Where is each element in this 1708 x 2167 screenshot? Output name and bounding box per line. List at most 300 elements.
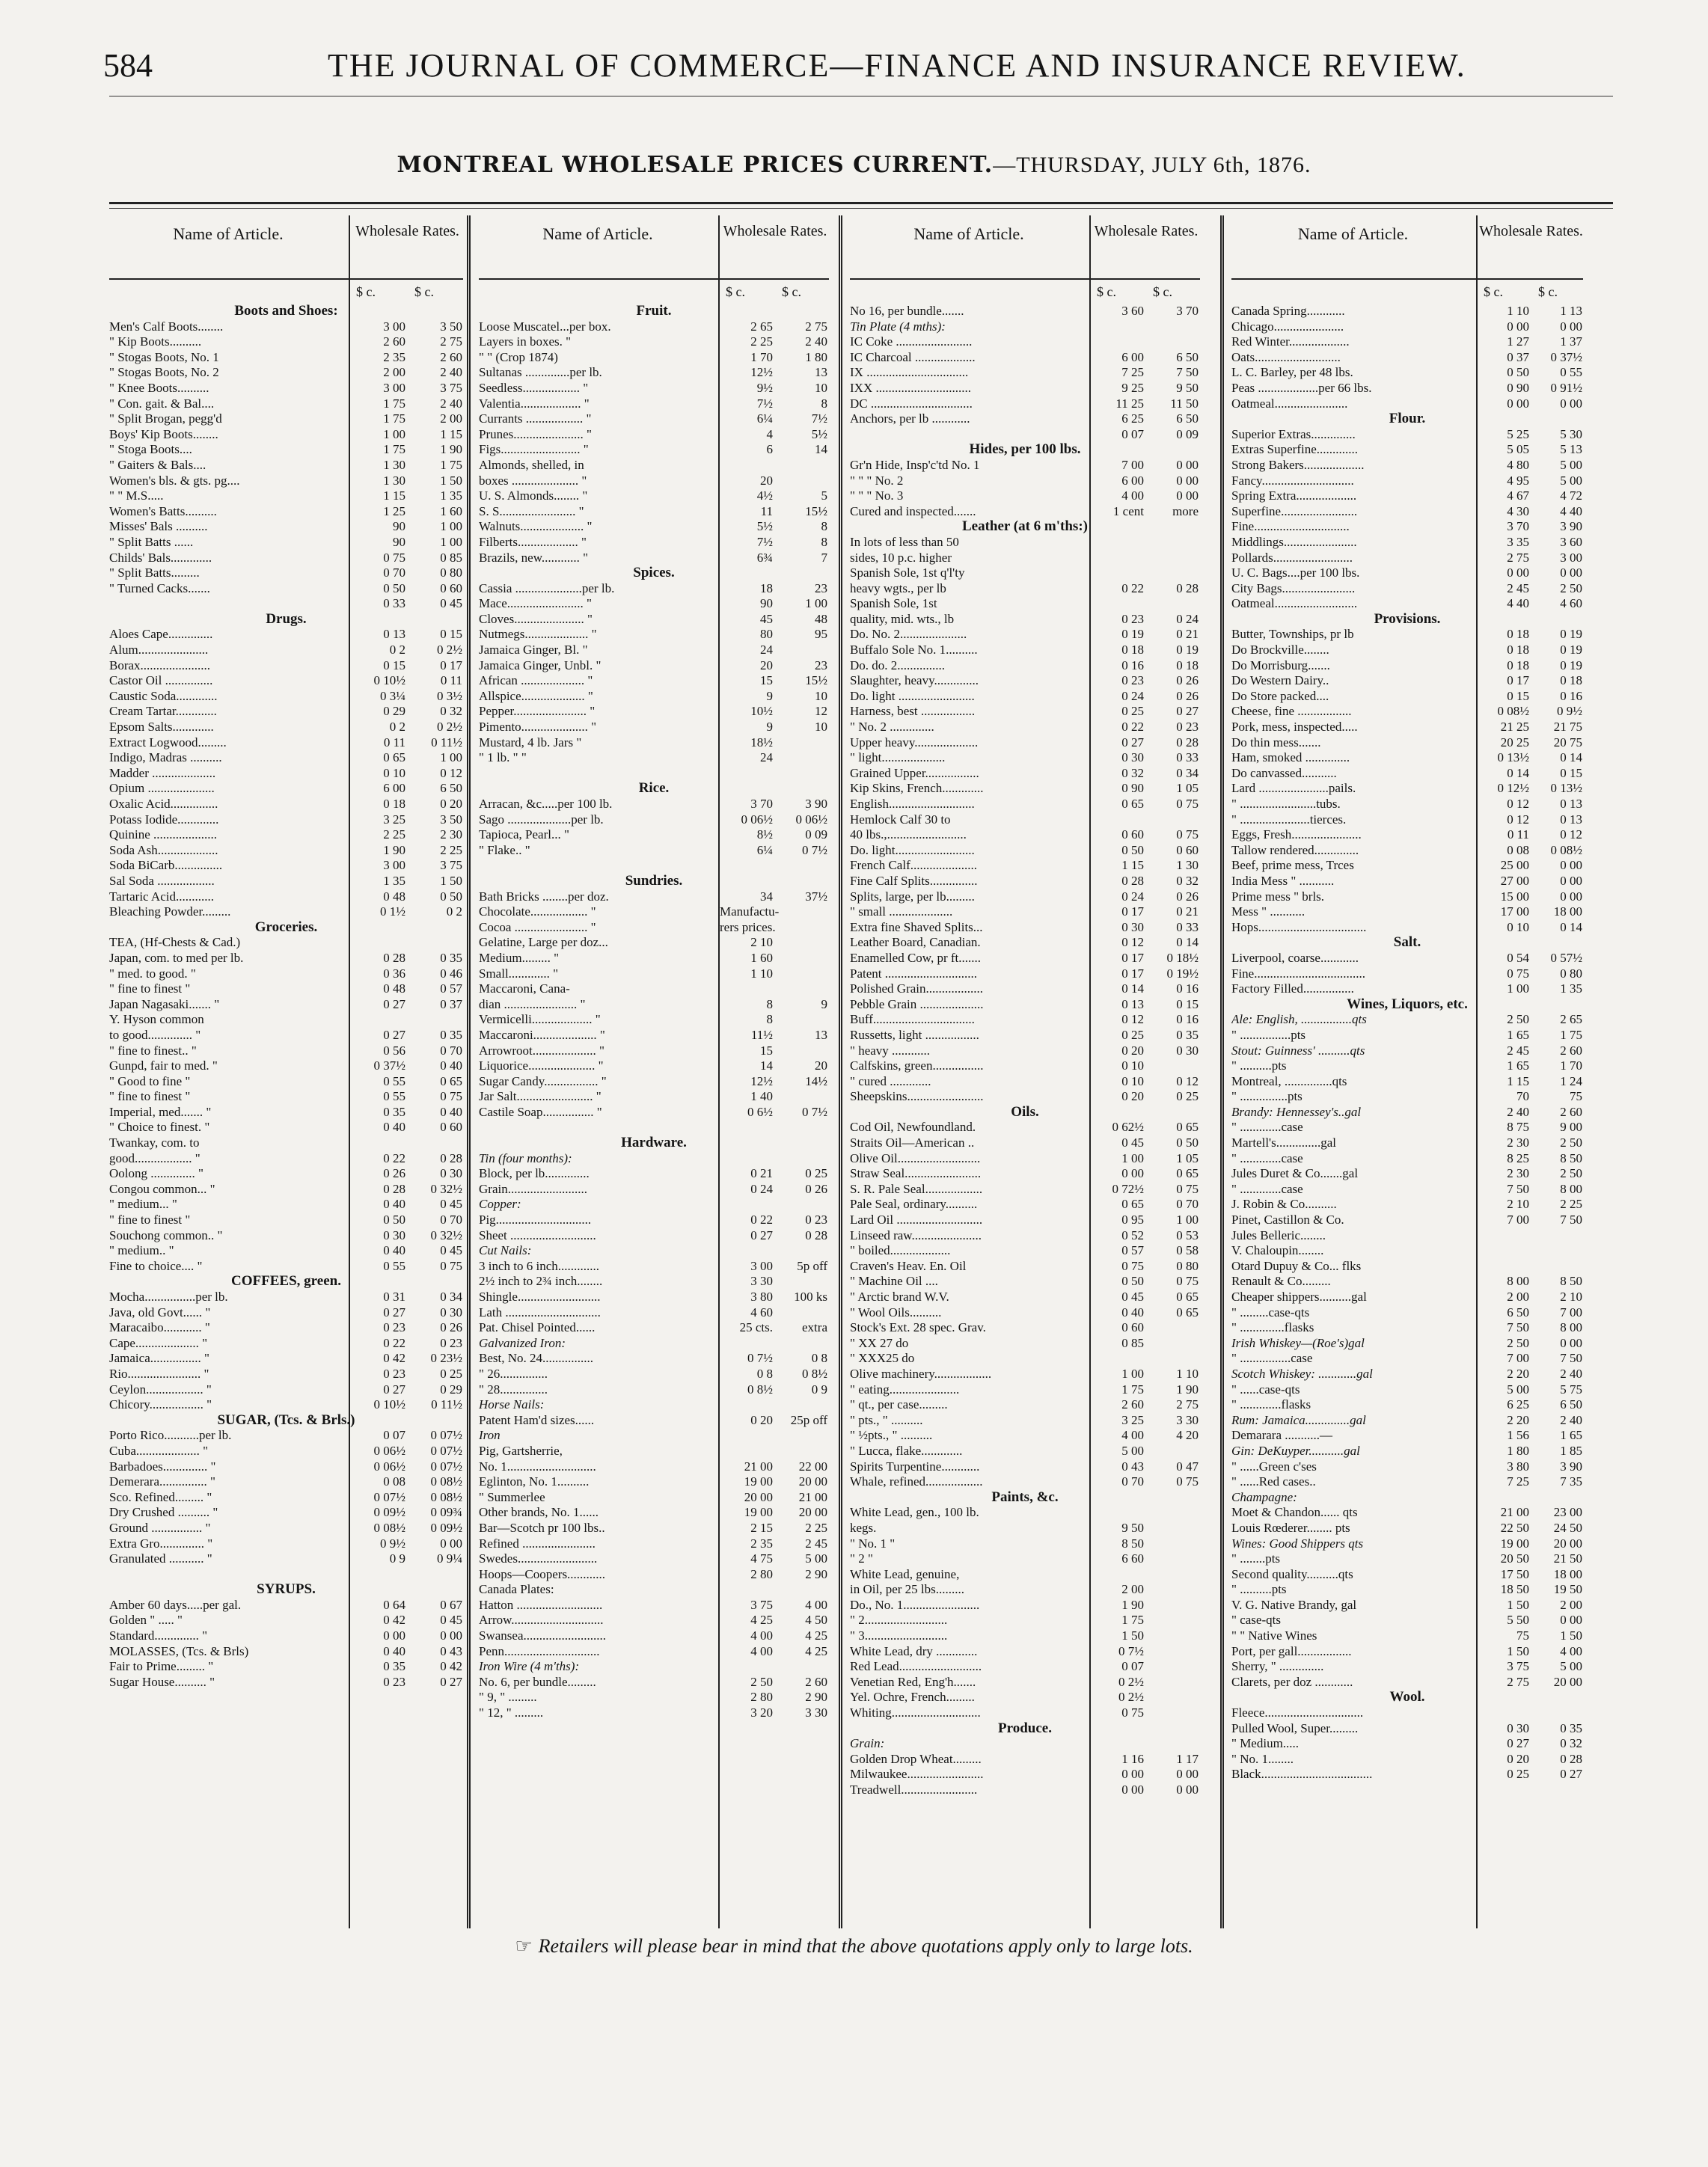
price-row	[850, 951, 1200, 966]
rate-low: 0 12	[1121, 1012, 1144, 1027]
rate-low: 0 37	[1507, 349, 1529, 364]
article-name: " 3..........................	[850, 1628, 948, 1643]
price-row	[479, 1197, 829, 1213]
section-title: Fruit.	[636, 303, 672, 319]
rate-low: 0 17	[1121, 966, 1144, 981]
rate-low: 0 30	[383, 1227, 405, 1242]
rate-low: 25 cts.	[739, 1320, 773, 1335]
rate-low: 5 00	[1507, 1382, 1529, 1397]
article-name: Strong Bakers...................	[1231, 457, 1365, 472]
price-column-3	[850, 215, 1200, 1928]
price-row	[479, 627, 829, 643]
rate-high: 3 90	[1560, 519, 1582, 534]
price-row	[1231, 1166, 1583, 1182]
section-heading	[109, 1567, 463, 1583]
rate-low: 3 25	[383, 812, 405, 827]
article-name: " ...............pts	[1231, 1089, 1303, 1104]
article-name: Harness, best .................	[850, 704, 976, 719]
rate-low: 8½	[756, 827, 773, 842]
price-row	[1231, 1582, 1583, 1598]
price-row	[850, 1567, 1200, 1583]
rate-low: 2 25	[750, 334, 773, 349]
price-row	[109, 1397, 463, 1413]
rate-low: 0 22	[750, 1213, 773, 1227]
article-name: Tin (four months):	[479, 1150, 572, 1165]
rate-high: 3 75	[440, 380, 462, 395]
section-heading	[850, 1721, 1200, 1737]
price-row	[479, 889, 829, 905]
rate-low: 0 2	[389, 720, 405, 735]
rate-high: 0 19	[1560, 643, 1582, 658]
rate-low: 21 00	[1500, 1505, 1529, 1520]
rate-low: 4 00	[1121, 1428, 1144, 1443]
article-name: Do Brockville........	[1231, 643, 1329, 658]
article-name: Venetian Red, Eng'h.......	[850, 1674, 976, 1689]
rate-low: 0 9	[389, 1551, 405, 1566]
article-name: " Stogas Boots, No. 1	[109, 349, 219, 364]
rate-high: 0 8	[811, 1351, 827, 1366]
article-name: Irish Whiskey—(Roe's)gal	[1231, 1335, 1365, 1350]
rate-low: 0 00	[1507, 565, 1529, 580]
rate-low: 0 2½	[1118, 1674, 1144, 1689]
article-name: Pepper....................... "	[479, 704, 596, 719]
rate-low: 8 75	[1507, 1120, 1529, 1135]
price-row	[850, 1058, 1200, 1074]
section-title: Paints, &c.	[991, 1489, 1059, 1505]
price-row	[109, 1382, 463, 1398]
article-name: Soda Ash...................	[109, 842, 218, 857]
price-row	[850, 535, 1200, 551]
dollar-cent-unit: $ c.	[782, 284, 801, 299]
rate-low: 3 25	[1121, 1412, 1144, 1427]
article-name: Souchong common.. "	[109, 1227, 223, 1242]
rate-low: 1 40	[750, 1089, 773, 1104]
price-row	[1231, 1705, 1583, 1721]
article-name: IC Coke ........................	[850, 334, 973, 349]
rate-high: 0 28	[440, 1150, 462, 1165]
price-row	[109, 350, 463, 366]
rate-low: 1 80	[1507, 1443, 1529, 1458]
rate-low: 0 40	[383, 1197, 405, 1212]
rate-high: 0 13	[1560, 812, 1582, 827]
rate-low: 3 70	[750, 797, 773, 811]
rate-low: 0 48	[383, 981, 405, 996]
article-name: Buffalo Sole No. 1..........	[850, 643, 978, 658]
rate-high: 14½	[805, 1073, 827, 1088]
rate-high: 0 21	[1176, 904, 1199, 919]
dollar-cent-unit: $ c.	[726, 284, 745, 299]
price-row	[109, 658, 463, 674]
article-name: Women's bls. & gts. pg....	[109, 473, 240, 488]
rate-high: 0 60	[440, 580, 462, 595]
rate-low: 0 32	[1121, 765, 1144, 780]
article-name: Loose Muscatel...per box.	[479, 319, 611, 334]
article-name: kegs.	[850, 1520, 877, 1535]
rate-high: 5 00	[805, 1551, 827, 1566]
rate-low: 0 30	[1507, 1720, 1529, 1735]
price-row	[1231, 1089, 1583, 1105]
rate-low: 0 35	[383, 1104, 405, 1119]
rate-high: 0 09	[805, 827, 827, 842]
article-name: MOLASSES, (Tcs. & Brls)	[109, 1643, 249, 1658]
rate-high: 0 8½	[802, 1366, 827, 1381]
price-row	[850, 319, 1200, 335]
price-row	[479, 519, 829, 535]
price-row	[850, 781, 1200, 797]
price-row	[850, 1351, 1200, 1367]
rate-low: 21 25	[1500, 720, 1529, 735]
price-row	[850, 827, 1200, 843]
rate-high: 9 50	[1176, 380, 1199, 395]
rate-low: 0 64	[383, 1597, 405, 1612]
article-name: Pebble Grain ....................	[850, 996, 984, 1011]
article-name: Arracan, &c.....per 100 lb.	[479, 797, 613, 811]
rate-low: 2 10	[750, 935, 773, 950]
rate-low: 0 07	[1121, 1659, 1144, 1674]
price-row	[109, 319, 463, 335]
price-row	[109, 519, 463, 535]
column-header	[479, 215, 829, 275]
rate-high: 1 35	[440, 488, 462, 503]
price-row	[850, 1613, 1200, 1628]
rate-high: 20	[815, 1058, 827, 1073]
price-row	[479, 442, 829, 458]
price-row	[850, 1659, 1200, 1675]
price-row	[479, 488, 829, 504]
rate-low: 3 70	[1507, 519, 1529, 534]
rate-high: 10	[815, 688, 827, 703]
price-row	[109, 904, 463, 920]
rate-high: 0 16	[1176, 981, 1199, 996]
price-row	[479, 1474, 829, 1490]
rate-low: 0 27	[1507, 1736, 1529, 1751]
price-row	[1231, 458, 1583, 473]
rate-low: 1 50	[1121, 1628, 1144, 1643]
rate-high: 0 32	[1560, 1736, 1582, 1751]
price-row	[1231, 1752, 1583, 1768]
price-row	[850, 1228, 1200, 1244]
rate-high: 0 26	[1176, 688, 1199, 703]
rate-low: 0 11	[383, 735, 405, 750]
rate-high: 0 42	[440, 1659, 462, 1674]
price-row	[1231, 1521, 1583, 1536]
article-name: Sal Soda ..................	[109, 873, 215, 888]
price-row	[850, 704, 1200, 720]
rate-high: 0 15	[440, 627, 462, 642]
rate-low: 70	[1516, 1089, 1529, 1104]
rate-low: 24	[760, 643, 773, 658]
rate-low: 45	[760, 611, 773, 626]
rate-low: 1 56	[1507, 1428, 1529, 1443]
price-row	[850, 1151, 1200, 1167]
rate-high: 5 30	[1560, 426, 1582, 441]
article-name: " cured .............	[850, 1073, 931, 1088]
rate-low: 0 90	[1121, 781, 1144, 796]
rate-high: 7 00	[1560, 1305, 1582, 1319]
rate-low: 8	[766, 996, 773, 1011]
rate-high: 0 07½	[430, 1459, 462, 1474]
price-row	[1231, 812, 1583, 828]
price-row	[479, 1428, 829, 1444]
price-row	[479, 689, 829, 705]
price-row	[479, 411, 829, 427]
rate-low: 4 40	[1507, 596, 1529, 611]
article-name: Do. No. 2.....................	[850, 627, 967, 642]
price-row	[1231, 627, 1583, 643]
rate-low: 0 12	[1121, 935, 1144, 950]
article-name: to good.............. "	[109, 1027, 201, 1042]
price-row	[109, 951, 463, 966]
section-title: Rice.	[638, 780, 670, 797]
rate-low: 0 62½	[1112, 1120, 1144, 1135]
rate-low: 0 18	[1507, 643, 1529, 658]
rate-high: 0 32½	[430, 1181, 462, 1196]
rate-low: 2 60	[383, 334, 405, 349]
article-name: Moet & Chandon...... qts	[1231, 1505, 1358, 1520]
rate-high: 0 40	[440, 1058, 462, 1073]
price-row	[850, 1536, 1200, 1552]
article-name: " ......Green c'ses	[1231, 1459, 1317, 1474]
rate-low: 0 16	[1121, 658, 1144, 672]
article-name: " Flake.. "	[479, 842, 530, 857]
rate-low: 1 50	[1507, 1597, 1529, 1612]
section-heading	[109, 920, 463, 936]
rate-low: 6¼	[756, 411, 773, 426]
price-row	[850, 1551, 1200, 1567]
article-name: Porto Rico...........per lb.	[109, 1428, 232, 1443]
article-name: White Lead, gen., 100 lb.	[850, 1505, 979, 1520]
rate-low: 0 27	[750, 1227, 773, 1242]
price-row	[109, 812, 463, 828]
article-name: Do Morrisburg.......	[1231, 658, 1330, 672]
article-name: " Knee Boots..........	[109, 380, 209, 395]
price-row	[479, 704, 829, 720]
rate-low: 0 70	[1121, 1474, 1144, 1489]
rate-high: 18 00	[1553, 1566, 1582, 1581]
rate-low: 7 25	[1121, 365, 1144, 380]
article-name: Pig..............................	[479, 1213, 592, 1227]
price-row	[1231, 1135, 1583, 1151]
rate-high: 0 58	[1176, 1243, 1199, 1258]
price-row	[1231, 1428, 1583, 1444]
article-name: Pale Seal, ordinary..........	[850, 1197, 978, 1212]
rate-high: 0 23	[805, 1213, 827, 1227]
price-row	[109, 1120, 463, 1135]
rate-low: 1 75	[1121, 1382, 1144, 1397]
article-name: 3 inch to 6 inch.............	[479, 1258, 600, 1273]
price-row	[109, 874, 463, 889]
rate-low: 0 24	[1121, 688, 1144, 703]
price-row	[1231, 1659, 1583, 1675]
article-name: Olive Oil..........................	[850, 1150, 981, 1165]
article-name: Montreal, ...............qts	[1231, 1073, 1347, 1088]
rate-low: 1 30	[383, 473, 405, 488]
article-name: Alum......................	[109, 643, 209, 658]
price-row	[109, 596, 463, 612]
rate-high: 7	[821, 550, 827, 565]
price-row	[109, 704, 463, 720]
price-row	[479, 1367, 829, 1382]
wholesale-rates-header: Wholesale Rates.	[723, 223, 827, 239]
rate-low: 1 cent	[1112, 503, 1144, 518]
rate-high: 0 2	[446, 904, 462, 919]
rate-high: 0 18½	[1166, 950, 1199, 965]
price-row	[1231, 781, 1583, 797]
section-heading	[109, 1274, 463, 1290]
price-row	[479, 596, 829, 612]
rate-low: 2 60	[1121, 1397, 1144, 1412]
article-name: Factory Filled................	[1231, 981, 1354, 996]
article-name: Wines: Good Shippers qts	[1231, 1536, 1364, 1551]
rate-low: 1 10	[1507, 304, 1529, 318]
rate-low: 0 27	[383, 1382, 405, 1397]
article-name: No 16, per bundle.......	[850, 304, 964, 318]
price-row	[1231, 1074, 1583, 1090]
rate-low: 3 30	[750, 1274, 773, 1289]
section-title: Boots and Shoes:	[234, 303, 338, 319]
price-row	[1231, 843, 1583, 859]
rate-low: 0 42	[383, 1351, 405, 1366]
rate-low: rers prices.	[720, 919, 776, 934]
rate-low: 2 10	[1507, 1197, 1529, 1212]
rate-low: 15	[760, 1043, 773, 1058]
article-name: Golden Drop Wheat.........	[850, 1751, 982, 1766]
rate-low: 1 90	[383, 842, 405, 857]
price-row	[479, 581, 829, 597]
article-name: Lard Oil ...........................	[850, 1213, 983, 1227]
article-name: " ................pts	[1231, 1027, 1306, 1042]
rate-low: 2 45	[1507, 580, 1529, 595]
price-row	[479, 1690, 829, 1705]
price-row	[109, 442, 463, 458]
section-title: SUGAR, (Tcs. & Brls.)	[217, 1412, 355, 1428]
article-name: Spanish Sole, 1st q'l'ty	[850, 565, 965, 580]
column-header	[1231, 215, 1583, 275]
article-name: Galvanized Iron:	[479, 1335, 566, 1350]
price-row	[1231, 1767, 1583, 1783]
price-row	[850, 689, 1200, 705]
rate-high: 8	[821, 396, 827, 411]
article-name: Leather Board, Canadian.	[850, 935, 981, 950]
article-name: Tin Plate (4 mths):	[850, 319, 946, 334]
rate-low: 1 65	[1507, 1027, 1529, 1042]
rate-low: 90	[393, 534, 405, 549]
price-row	[479, 1351, 829, 1367]
rate-low: 3 60	[1121, 304, 1144, 318]
rate-high: 0 30	[440, 1305, 462, 1319]
rate-high: 20 00	[1553, 1674, 1582, 1689]
price-row	[1231, 1598, 1583, 1613]
article-name: " 28...............	[479, 1382, 548, 1397]
rate-high: 23 00	[1553, 1505, 1582, 1520]
article-name: Shingle..........................	[479, 1290, 601, 1304]
price-row	[109, 1213, 463, 1228]
price-row	[850, 581, 1200, 597]
article-name: in Oil, per 25 lbs.........	[850, 1582, 964, 1597]
rate-low: 6 00	[1121, 473, 1144, 488]
price-row	[479, 904, 829, 920]
article-name: " No. 1 "	[850, 1536, 896, 1551]
article-name: quality, mid. wts., lb	[850, 611, 955, 626]
article-name: " Choice to finest. "	[109, 1120, 210, 1135]
name-of-article-header: Name of Article.	[913, 224, 1024, 243]
rate-low: 5½	[756, 519, 773, 534]
price-row	[109, 1197, 463, 1213]
rate-low: 6 00	[1121, 349, 1144, 364]
article-name: Filberts................... "	[479, 534, 587, 549]
rate-high: 0 00	[1176, 457, 1199, 472]
article-name: " heavy ............	[850, 1043, 931, 1058]
article-name: " .............case	[1231, 1181, 1303, 1196]
price-row	[479, 1074, 829, 1090]
article-name: Peas ...................per 66 lbs.	[1231, 380, 1372, 395]
article-name: Spring Extra...................	[1231, 488, 1357, 503]
rate-high: 9	[821, 996, 827, 1011]
price-row	[850, 1459, 1200, 1475]
price-row	[850, 843, 1200, 859]
rate-low: 0 50	[1121, 842, 1144, 857]
price-row	[479, 735, 829, 751]
section-title: Provisions.	[1374, 610, 1441, 627]
rate-high: 0 2½	[437, 643, 462, 658]
rate-high: 20 00	[1553, 1536, 1582, 1551]
article-name: " fine to finest "	[109, 1213, 191, 1227]
article-name: Japan, com. to med per lb.	[109, 950, 244, 965]
rate-low: 2 30	[1507, 1135, 1529, 1150]
price-row	[109, 365, 463, 381]
rate-low: 24	[760, 750, 773, 765]
price-row	[479, 951, 829, 966]
rate-low: 0 28	[383, 950, 405, 965]
rate-low: 2 00	[383, 365, 405, 380]
article-name: Canada Spring............	[1231, 304, 1345, 318]
rate-high: 1 90	[1176, 1382, 1199, 1397]
rate-low: 9 25	[1121, 380, 1144, 395]
rate-low: 0 07½	[373, 1489, 405, 1504]
price-row	[1231, 1351, 1583, 1367]
rate-low: 3 20	[750, 1705, 773, 1720]
rate-high: 0 14	[1560, 750, 1582, 765]
rate-high: 20 00	[798, 1474, 827, 1489]
rate-low: 0 10	[1121, 1058, 1144, 1073]
article-name: Fine Calf Splits...............	[850, 873, 978, 888]
rate-low: 0 35	[383, 1659, 405, 1674]
rate-high: 7 50	[1560, 1213, 1582, 1227]
article-name: Japan Nagasaki....... "	[109, 996, 220, 1011]
rate-low: 0 30	[1121, 919, 1144, 934]
price-row	[1231, 1721, 1583, 1737]
rate-low: 0 00	[1507, 319, 1529, 334]
article-name: Sugar Candy................. "	[479, 1073, 607, 1088]
rate-high: 0 32	[440, 704, 462, 719]
price-row	[850, 1028, 1200, 1043]
article-name: English...........................	[850, 797, 975, 811]
rate-low: 7½	[756, 396, 773, 411]
price-row	[109, 997, 463, 1013]
rate-low: 1 15	[1507, 1073, 1529, 1088]
rate-low: 0 00	[383, 1628, 405, 1643]
price-row	[479, 1228, 829, 1244]
article-name: " Arctic brand W.V.	[850, 1290, 949, 1304]
rate-low: 0 10	[383, 765, 405, 780]
price-row	[850, 1290, 1200, 1305]
rate-low: 6 50	[1507, 1305, 1529, 1319]
price-row	[1231, 1536, 1583, 1552]
price-row	[1231, 1397, 1583, 1413]
article-name: Ceylon.................. "	[109, 1382, 212, 1397]
article-name: Opium .....................	[109, 781, 215, 796]
rate-high: 1 30	[1176, 858, 1199, 873]
